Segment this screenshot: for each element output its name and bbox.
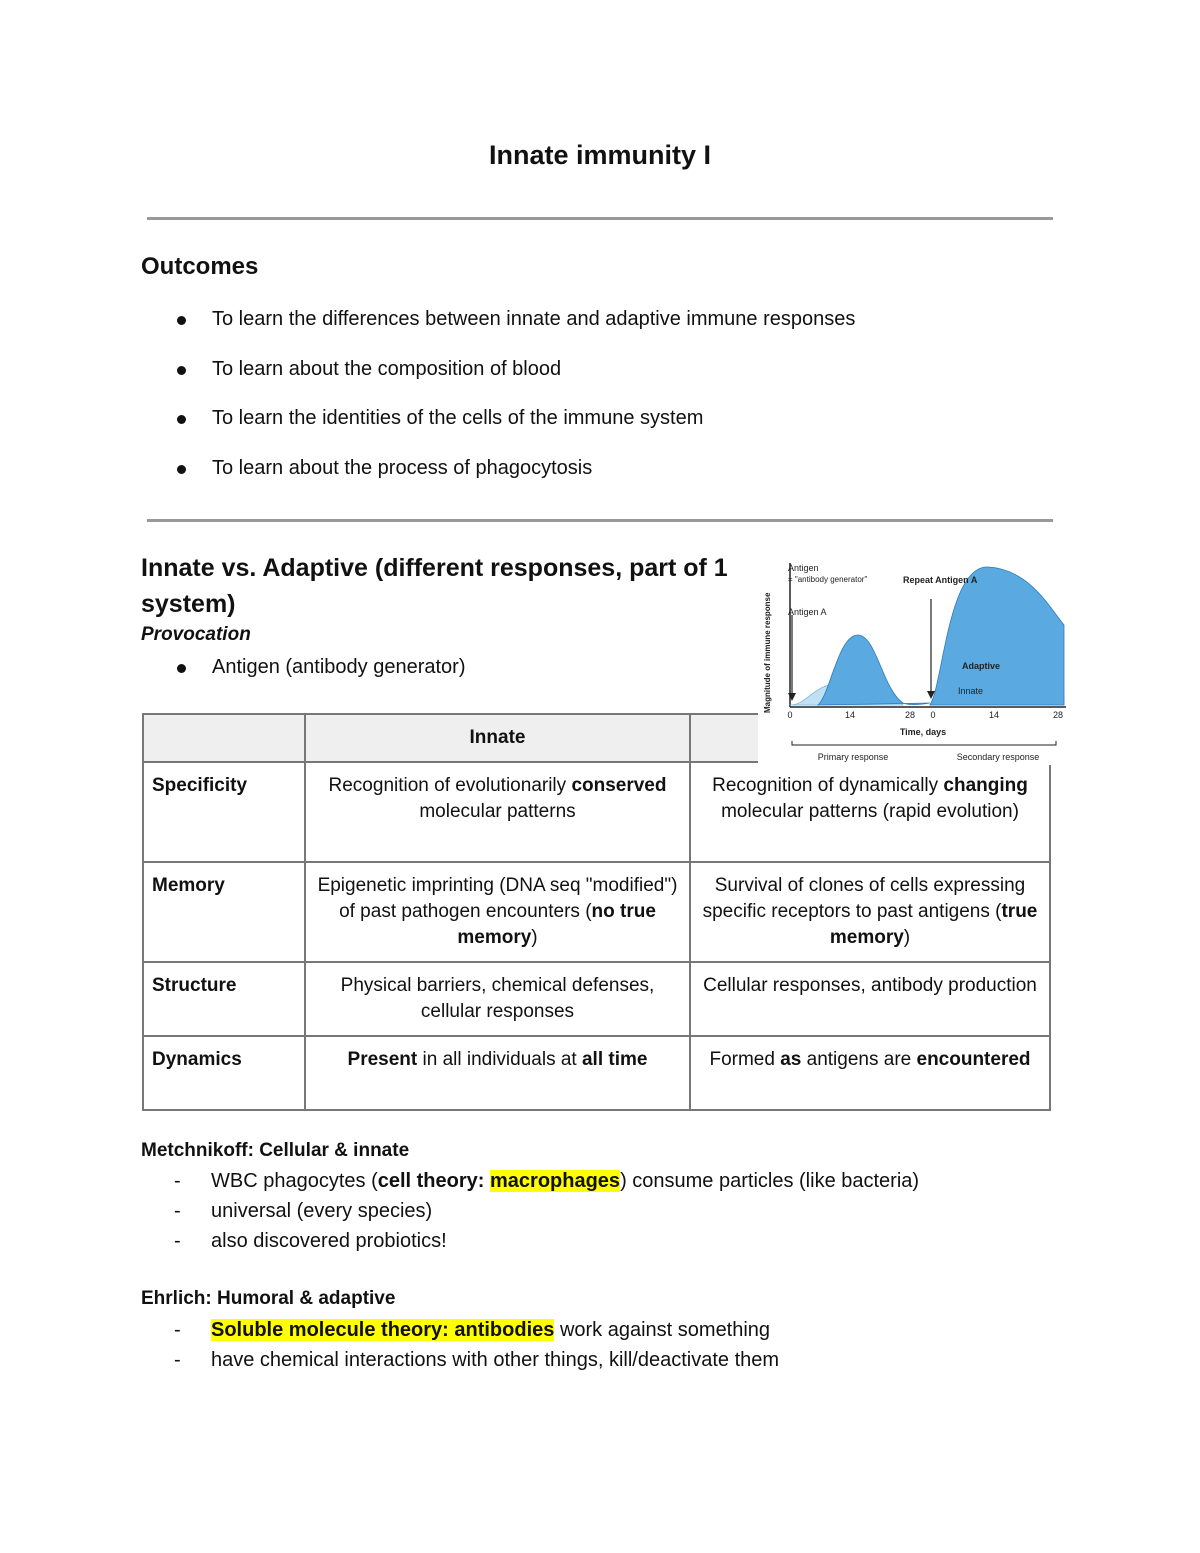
legend-adaptive: Adaptive	[962, 661, 1001, 671]
table-cell: Survival of clones of cells expressing specific receptors to past antigens (true memory)	[690, 862, 1050, 962]
table-cell: Recognition of evolutionarily conserved molecular patterns	[305, 762, 690, 862]
bullet-icon	[177, 316, 186, 325]
bracket	[792, 741, 1056, 745]
tick-label: 28	[904, 710, 916, 720]
table-cell: Present in all individuals at all time	[305, 1036, 690, 1110]
table-cell: Cellular responses, antibody production	[690, 962, 1050, 1036]
highlight: Soluble molecule theory: antibodies	[211, 1319, 555, 1341]
list-item: - also discovered probiotics!	[174, 1230, 447, 1252]
arrow-head-icon	[788, 693, 796, 701]
annotation: Antigen A	[788, 607, 827, 617]
highlight: macrophages	[490, 1170, 621, 1192]
list-item: To learn about the composition of blood	[176, 354, 855, 404]
list-item: To learn the differences between innate and adaptive immune responses	[176, 304, 855, 354]
table-cell: Recognition of dynamically changing molecular patterns (rapid evolution)	[690, 762, 1050, 862]
outcomes-heading: Outcomes	[141, 253, 259, 280]
adaptive-area	[930, 567, 1064, 705]
annotation: Repeat Antigen A	[903, 575, 978, 585]
list-item: - Soluble molecule theory: antibodies work against something	[174, 1319, 771, 1341]
provocation-item: Antigen (antibody generator)	[176, 653, 466, 681]
table-header-cell	[143, 714, 305, 762]
tick-label: 14	[844, 710, 856, 720]
tick-label: 14	[988, 710, 1000, 720]
bullet-icon	[177, 465, 186, 474]
immune-response-figure	[758, 555, 1068, 765]
table-row	[143, 962, 1050, 1036]
table-row	[143, 1036, 1050, 1110]
section-heading: Innate vs. Adaptive (different responses, part of 1 system)	[141, 554, 728, 618]
row-label: Memory	[143, 862, 305, 962]
row-label: Specificity	[143, 762, 305, 862]
provocation-label: Provocation	[141, 624, 251, 645]
tick-label: 0	[930, 710, 936, 720]
table-row	[143, 762, 1050, 862]
tick-label: 0	[787, 710, 793, 720]
metchnikoff-heading: Metchnikoff: Cellular & innate	[141, 1140, 410, 1161]
table-cell: Epigenetic imprinting (DNA seq "modified") of past pathogen encounters (no true memory)	[305, 862, 690, 962]
outcomes-list	[176, 304, 855, 502]
table-cell: Physical barriers, chemical defenses, cellular responses	[305, 962, 690, 1036]
bullet-icon	[177, 664, 186, 673]
annotation: Antigen	[788, 563, 819, 573]
list-item: - have chemical interactions with other things, kill/deactivate them	[174, 1349, 780, 1371]
row-label: Dynamics	[143, 1036, 305, 1110]
divider	[147, 519, 1053, 522]
bullet-icon	[177, 415, 186, 424]
list-item: To learn about the process of phagocytosis	[176, 453, 855, 503]
table-header-cell: Innate	[305, 714, 690, 762]
legend-innate: Innate	[958, 686, 984, 696]
comparison-table	[142, 713, 1051, 1111]
tick-label: 28	[1052, 710, 1064, 720]
annotation: = "antibody generator"	[788, 575, 868, 584]
table-row	[143, 862, 1050, 962]
list-item: - WBC phagocytes (cell theory: macrophages) consume particles (like bacteria)	[174, 1170, 920, 1192]
row-label: Structure	[143, 962, 305, 1036]
bullet-icon	[177, 366, 186, 375]
list-item: To learn the identities of the cells of the immune system	[176, 403, 855, 453]
ehrlich-heading: Ehrlich: Humoral & adaptive	[141, 1288, 396, 1309]
list-item: - universal (every species)	[174, 1200, 433, 1222]
y-axis-label: Magnitude of immune response	[763, 592, 772, 713]
x-axis-label: Time, days	[899, 727, 947, 737]
page-title: Innate immunity I	[488, 140, 712, 170]
bracket-label: Primary response	[817, 752, 889, 762]
bracket-label: Secondary response	[956, 752, 1040, 762]
divider	[147, 217, 1053, 220]
adaptive-area	[818, 635, 930, 705]
immune-response-chart	[758, 555, 1068, 765]
table-cell: Formed as antigens are encountered	[690, 1036, 1050, 1110]
